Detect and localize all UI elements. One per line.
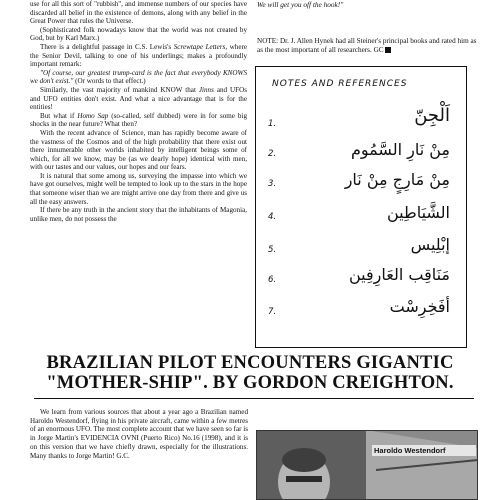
book-title: Screwtape Letters	[173, 42, 226, 51]
arabic-note: مِنْ نَارِ السَّمُوم	[351, 140, 450, 159]
text-run: Similarly, the vast majority of mankind KNOW that	[40, 85, 199, 94]
paragraph	[30, 86, 247, 112]
notes-title: NOTES AND REFERENCES	[272, 79, 408, 89]
photo-caption: Haroldo Westendorf	[372, 445, 476, 456]
arabic-note: مَنَاقِب العَارِفِين	[348, 265, 450, 284]
initials: GC	[373, 46, 384, 54]
text-run: But what if	[40, 111, 78, 120]
note-number: 1.	[268, 119, 277, 129]
note-number: 5.	[268, 245, 277, 255]
arabic-note: أفَخِرِسْت	[389, 297, 450, 316]
note-number: 2.	[268, 149, 277, 159]
note-number: 4.	[268, 212, 277, 222]
divider	[34, 398, 474, 399]
arabic-note: الشَّيَاطِين	[386, 203, 450, 222]
text-run: (Or words to that effect.)	[73, 77, 146, 86]
article-text	[30, 408, 248, 460]
note-text: NOTE: Dr. J. Allen Hynek had all Steiner's principal books and rated him as as the most important of all researchers.	[257, 37, 477, 54]
note-number: 3.	[268, 179, 277, 189]
headline-line-2: "MOTHER-SHIP". BY GORDON CREIGHTON.	[46, 373, 454, 393]
text-run: (so-called, self dubbed) were in for some big shocks in the near future? What then?	[30, 111, 247, 129]
arabic-note: اَلْجِنّ	[414, 105, 450, 126]
paragraph: We learn from various sources that about a year ago a Brazilian named Haroldo Westendorf, flying in his private aircraft, came within a few metres of an enormous UFO. The most complete account that we have seen so far is in Jorge Martin's EVIDENCIA OVNI (Puerto Rico) No.16 (1998), and it is on this version that we have chiefly drawn, especially for the illustrations. Many thanks to Jorge Martin! G.C.	[30, 408, 248, 460]
italic-term: Jinns	[198, 85, 214, 94]
arabic-note: إبْلِيس	[410, 235, 450, 254]
italic-term: Homo Sap	[77, 111, 109, 120]
end-mark-icon	[385, 47, 391, 53]
paragraph	[30, 43, 247, 69]
text-run: , where the Senior Devil, talking to one of his underlings; makes a profoundly important remark:	[30, 42, 247, 69]
text-run: and UFOs and UFO entities don't exist. And what a nice advantage that is for the entities!	[30, 85, 248, 112]
quote: "Of course, our greatest trump-card is the fact that everybody KNOWS we don't exist."	[30, 68, 247, 86]
photo-frame	[256, 430, 478, 500]
note-number: 7.	[268, 307, 277, 317]
paragraph: (Sophisticated folk nowadays know that the world was not created by God, but by Karl Marx.)	[30, 25, 247, 43]
hynek-note	[257, 37, 477, 55]
paragraph	[30, 112, 247, 129]
paragraph: With the recent advance of Science, man has rapidly become aware of the vastness of the Cosmos and of the high probability that there exist out there innumerable other worlds inhabited by intelligent beings some of which, for all we know, may be (as we dearly hope) identical with men, with our tastes and our values, our hopes and our fears.	[30, 128, 247, 172]
text-run: There is a delightful passage in C.S. Lewis's	[40, 42, 174, 51]
quote-end: We will get you off the hook!"	[257, 0, 344, 9]
paragraph	[30, 69, 247, 86]
notes-references-box	[255, 66, 467, 348]
note-number: 6.	[268, 275, 277, 285]
paragraph: It is natural that some among us, surveying the impasse into which we have got ourselves, might well be tempted to look up to the stars in the hope that someone wiser than we are might arrive one day from there and give us all the easy answers.	[30, 171, 247, 206]
paragraph: If there be any truth in the ancient story that the inhabitants of Magonia, unlike men, do not possess the	[30, 206, 247, 223]
arabic-note: مِنْ مَارِجٍ مِنْ نَار	[344, 170, 450, 189]
paragraph: use for all this sort of "rubbish", and immense numbers of our species have discarded all belief in the existence of demons, along with any belief in the Great Power that rules the Universe.	[30, 0, 247, 26]
left-column-text	[30, 0, 247, 223]
headline-line-1: BRAZILIAN PILOT ENCOUNTERS GIGANTIC	[46, 353, 454, 373]
